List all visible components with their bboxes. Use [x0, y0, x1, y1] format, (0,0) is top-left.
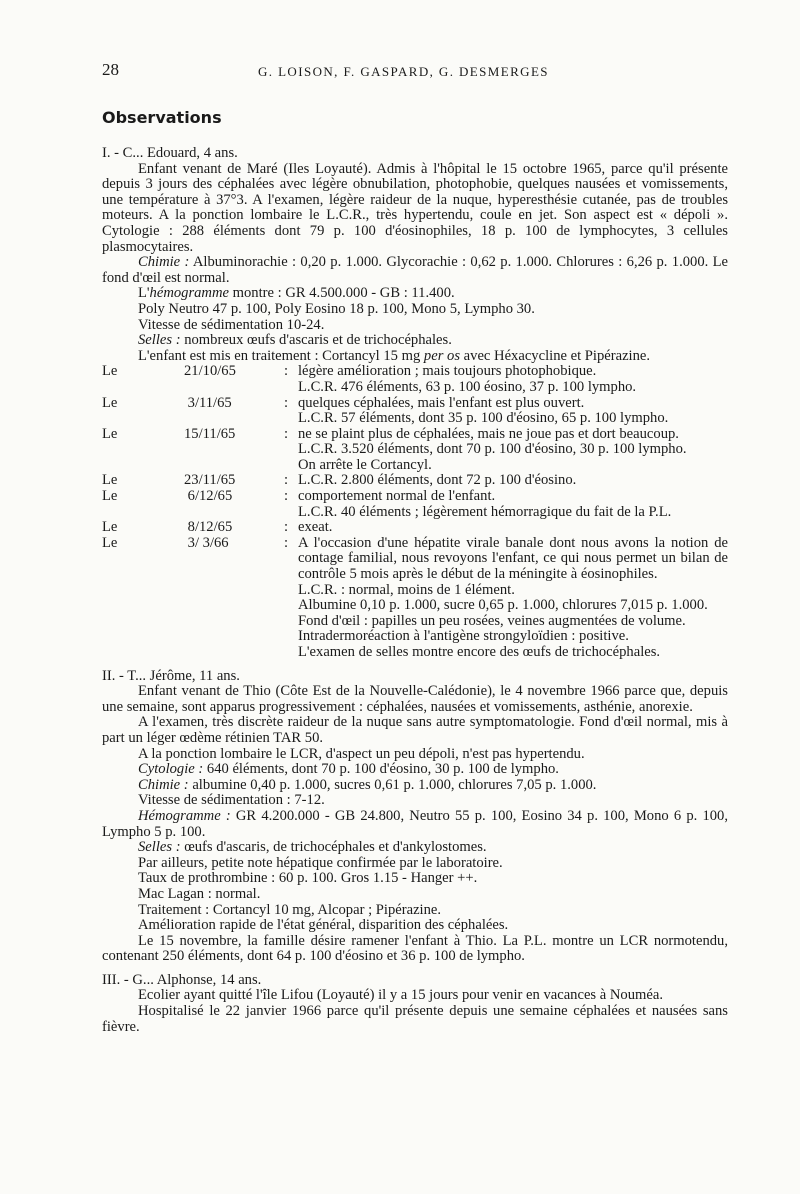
- chimie-label: Chimie :: [138, 254, 190, 271]
- entry-text: comportement normal de l'enfant.: [298, 488, 496, 505]
- hemo-label: Hémogramme :: [138, 807, 231, 824]
- entry-text: Albumine 0,10 p. 1.000, sucre 0,65 p. 1.000, chlorures 7,015 p. 1.000.: [298, 597, 708, 614]
- entry-le: Le: [102, 363, 118, 380]
- hemo-label: hémogramme: [149, 285, 229, 302]
- entry-colon: :: [284, 425, 289, 442]
- entry-row: [102, 458, 728, 474]
- case-1-vitesse: Vitesse de sédimentation 10-24.: [138, 316, 325, 333]
- entry-colon: :: [284, 488, 289, 505]
- entry-text: L.C.R. 40 éléments ; légèrement hémorragique du fait de la P.L.: [298, 503, 672, 520]
- cytologie-text: 640 éléments, dont 70 p. 100 d'éosino, 30 p. 100 de lympho.: [203, 761, 559, 778]
- case-2-p4: Le 15 novembre, la famille désire ramener l'enfant à Thio. La P.L. montre un LCR normotendu, contenant 250 éléments, dont 64 p. 100 d'éosino et 36 p. 100 de lympho.: [102, 932, 728, 965]
- traitement-post: avec Héxacycline et Pipérazine.: [460, 347, 651, 364]
- entry-date: 8/12/65: [184, 519, 233, 536]
- entry-colon: :: [284, 394, 289, 411]
- entry-date: 23/11/65: [184, 472, 236, 489]
- entry-text: Fond d'œil : papilles un peu rosées, veines augmentées de volume.: [298, 612, 686, 629]
- selles-label: Selles :: [138, 839, 181, 856]
- entry-le: Le: [102, 519, 118, 536]
- entry-text: L.C.R. 3.520 éléments, dont 70 p. 100 d'éosino, 30 p. 100 lympho.: [298, 441, 687, 458]
- entry-date: 15/11/65: [184, 425, 236, 442]
- running-header: [102, 62, 728, 80]
- entry-colon: :: [284, 519, 289, 536]
- entry-row: [102, 598, 728, 614]
- entry-row: [102, 536, 728, 583]
- entry-date: 21/10/65: [184, 363, 236, 380]
- entry-colon: :: [284, 363, 289, 380]
- entry-colon: :: [284, 534, 289, 551]
- chimie-label: Chimie :: [138, 776, 189, 793]
- entry-text: L.C.R. 476 éléments, 63 p. 100 éosino, 37 p. 100 lympho.: [298, 378, 637, 395]
- case-1-entries: [102, 364, 728, 660]
- case-2-cytologie: [102, 762, 728, 778]
- entry-row: [102, 411, 728, 427]
- entry-text: quelques céphalées, mais l'enfant est plus ouvert.: [298, 394, 585, 411]
- entry-text: L.C.R. 57 éléments, dont 35 p. 100 d'éosino, 65 p. 100 lympho.: [298, 410, 669, 427]
- hemo-text: GR 4.200.000 - GB 24.800, Neutro 55 p. 100, Eosino 34 p. 100, Mono 6 p. 100, Lympho 5 p. 100.: [102, 807, 728, 840]
- case-2-p3: A la ponction lombaire le LCR, d'aspect un peu dépoli, n'est pas hypertendu.: [138, 745, 585, 762]
- case-2-line-4: Traitement : Cortancyl 10 mg, Alcopar ; Pipérazine.: [138, 901, 442, 918]
- case-2-hemogramme: [102, 809, 728, 840]
- case-2-p1: Enfant venant de Thio (Côte Est de la Nouvelle-Calédonie), le 4 novembre 1966 parce que, depuis une semaine, sont apparus progressivement : céphalées, nausées et vomissements, asthénie, anorexie.: [102, 683, 728, 715]
- case-1-hemogramme: [102, 286, 728, 302]
- entry-row: [102, 442, 728, 458]
- entry-row: [102, 364, 728, 380]
- case-2-selles: [102, 840, 728, 856]
- entry-text: On arrête le Cortancyl.: [298, 456, 432, 473]
- case-3-p2: Hospitalisé le 22 janvier 1966 parce qu'il présente depuis une semaine céphalées et nausées sans fièvre.: [102, 1003, 728, 1035]
- hemo-prefix: L': [138, 285, 150, 302]
- entry-row: [102, 396, 728, 412]
- traitement-italic: per os: [423, 347, 461, 364]
- case-2-line-3: Mac Lagan : normal.: [138, 885, 261, 902]
- section-title: Observations: [102, 108, 222, 127]
- case-2-line-1: Par ailleurs, petite note hépatique confirmée par le laboratoire.: [138, 854, 503, 871]
- case-3-p1: Ecolier ayant quitté l'île Lifou (Loyauté) il y a 15 jours pour venir en vacances à Nouméa.: [138, 987, 663, 1004]
- case-2-title: II. - T... Jérôme, 11 ans.: [102, 667, 240, 684]
- entry-row: [102, 473, 728, 489]
- entry-le: Le: [102, 394, 118, 411]
- entry-text: Intradermoréaction à l'antigène strongyloïdien : positive.: [298, 628, 629, 645]
- entry-colon: :: [284, 472, 289, 489]
- entry-row: [102, 489, 728, 505]
- entry-text: ne se plaint plus de céphalées, mais ne joue pas et dort beaucoup.: [298, 425, 679, 442]
- article-body: [102, 146, 728, 1035]
- case-2-vitesse: Vitesse de sédimentation : 7-12.: [138, 792, 325, 809]
- entry-text: L.C.R. : normal, moins de 1 élément.: [298, 581, 515, 598]
- entry-row: [102, 427, 728, 443]
- entry-text: L.C.R. 2.800 éléments, dont 72 p. 100 d'éosino.: [298, 472, 577, 489]
- entry-row: [102, 614, 728, 630]
- traitement-pre: L'enfant est mis en traitement : Cortancyl 15 mg: [138, 347, 424, 364]
- case-1-selles: [102, 333, 728, 349]
- entry-date: 3/ 3/66: [184, 534, 229, 551]
- case-1-chimie: [102, 255, 728, 286]
- case-1-hemo-line2: Poly Neutro 47 p. 100, Poly Eosino 18 p. 100, Mono 5, Lympho 30.: [138, 300, 535, 317]
- entry-text: L'examen de selles montre encore des œufs de trichocéphales.: [298, 644, 661, 660]
- entry-text: exeat.: [298, 519, 333, 536]
- chimie-text: albumine 0,40 p. 1.000, sucres 0,61 p. 1.000, chlorures 7,05 p. 1.000.: [188, 776, 597, 793]
- entry-le: Le: [102, 425, 118, 442]
- page-number: 28: [102, 60, 119, 79]
- case-2-chimie: [102, 778, 728, 794]
- case-3-title: III. - G... Alphonse, 14 ans.: [102, 971, 262, 988]
- entry-row: [102, 645, 728, 661]
- hemo-text: montre : GR 4.500.000 - GB : 11.400.: [229, 285, 455, 302]
- selles-label: Selles :: [138, 332, 181, 349]
- case-1-traitement: [102, 349, 728, 365]
- selles-text: œufs d'ascaris, de trichocéphales et d'ankylostomes.: [180, 839, 487, 856]
- case-1-title: I. - C... Edouard, 4 ans.: [102, 145, 238, 161]
- chimie-text: Albuminorachie : 0,20 p. 1.000. Glycorachie : 0,62 p. 1.000. Chlorures : 6,26 p. 1.000. Le fond d'œil est normal.: [102, 254, 728, 286]
- entry-row: [102, 380, 728, 396]
- running-header-authors: G. LOISON, F. GASPARD, G. DESMERGES: [258, 64, 549, 79]
- selles-text: nombreux œufs d'ascaris et de trichocéphales.: [180, 332, 452, 349]
- entry-le: Le: [102, 488, 118, 505]
- entry-row: [102, 520, 728, 536]
- entry-row: [102, 505, 728, 521]
- cytologie-label: Cytologie :: [138, 761, 204, 778]
- entry-le: Le: [102, 534, 118, 551]
- entry-date: 3/11/65: [184, 394, 232, 411]
- entry-date: 6/12/65: [184, 488, 233, 505]
- entry-text: légère amélioration ; mais toujours photophobique.: [298, 363, 597, 380]
- case-2-line-5: Amélioration rapide de l'état général, disparition des céphalées.: [138, 917, 509, 934]
- entry-text: A l'occasion d'une hépatite virale banale dont nous avons la notion de contage familial, nous revoyons l'enfant, ce qui nous permet un bilan de contrôle 5 mois après le début de la méningite à éosinophiles.: [298, 534, 728, 583]
- case-2-line-2: Taux de prothrombine : 60 p. 100. Gros 1.15 - Hanger ++.: [138, 870, 478, 887]
- case-2-p2: A l'examen, très discrète raideur de la nuque sans autre symptomatologie. Fond d'œil normal, mis à part un léger œdème rétinien TAR 50.: [102, 714, 728, 746]
- entry-row: [102, 583, 728, 599]
- case-1-intro: Enfant venant de Maré (Iles Loyauté). Admis à l'hôpital le 15 octobre 1965, parce qu'il présente depuis 3 jours des céphalées avec légère obnubilation, photophobie, quelques nausées et vomissements, une température à 37°3. A l'examen, légère raideur de la nuque, hyperesthésie cutanée, pas de troubles moteurs. A la ponction lombaire le L.C.R., très hypertendu, coule en jet. Son aspect est « dépoli ». Cytologie : 288 éléments dont 79 p. 100 d'éosinophiles, 18 p. 100 de lymphocytes, 3 cellules plasmocytaires.: [102, 160, 728, 255]
- entry-le: Le: [102, 472, 118, 489]
- entry-row: [102, 629, 728, 645]
